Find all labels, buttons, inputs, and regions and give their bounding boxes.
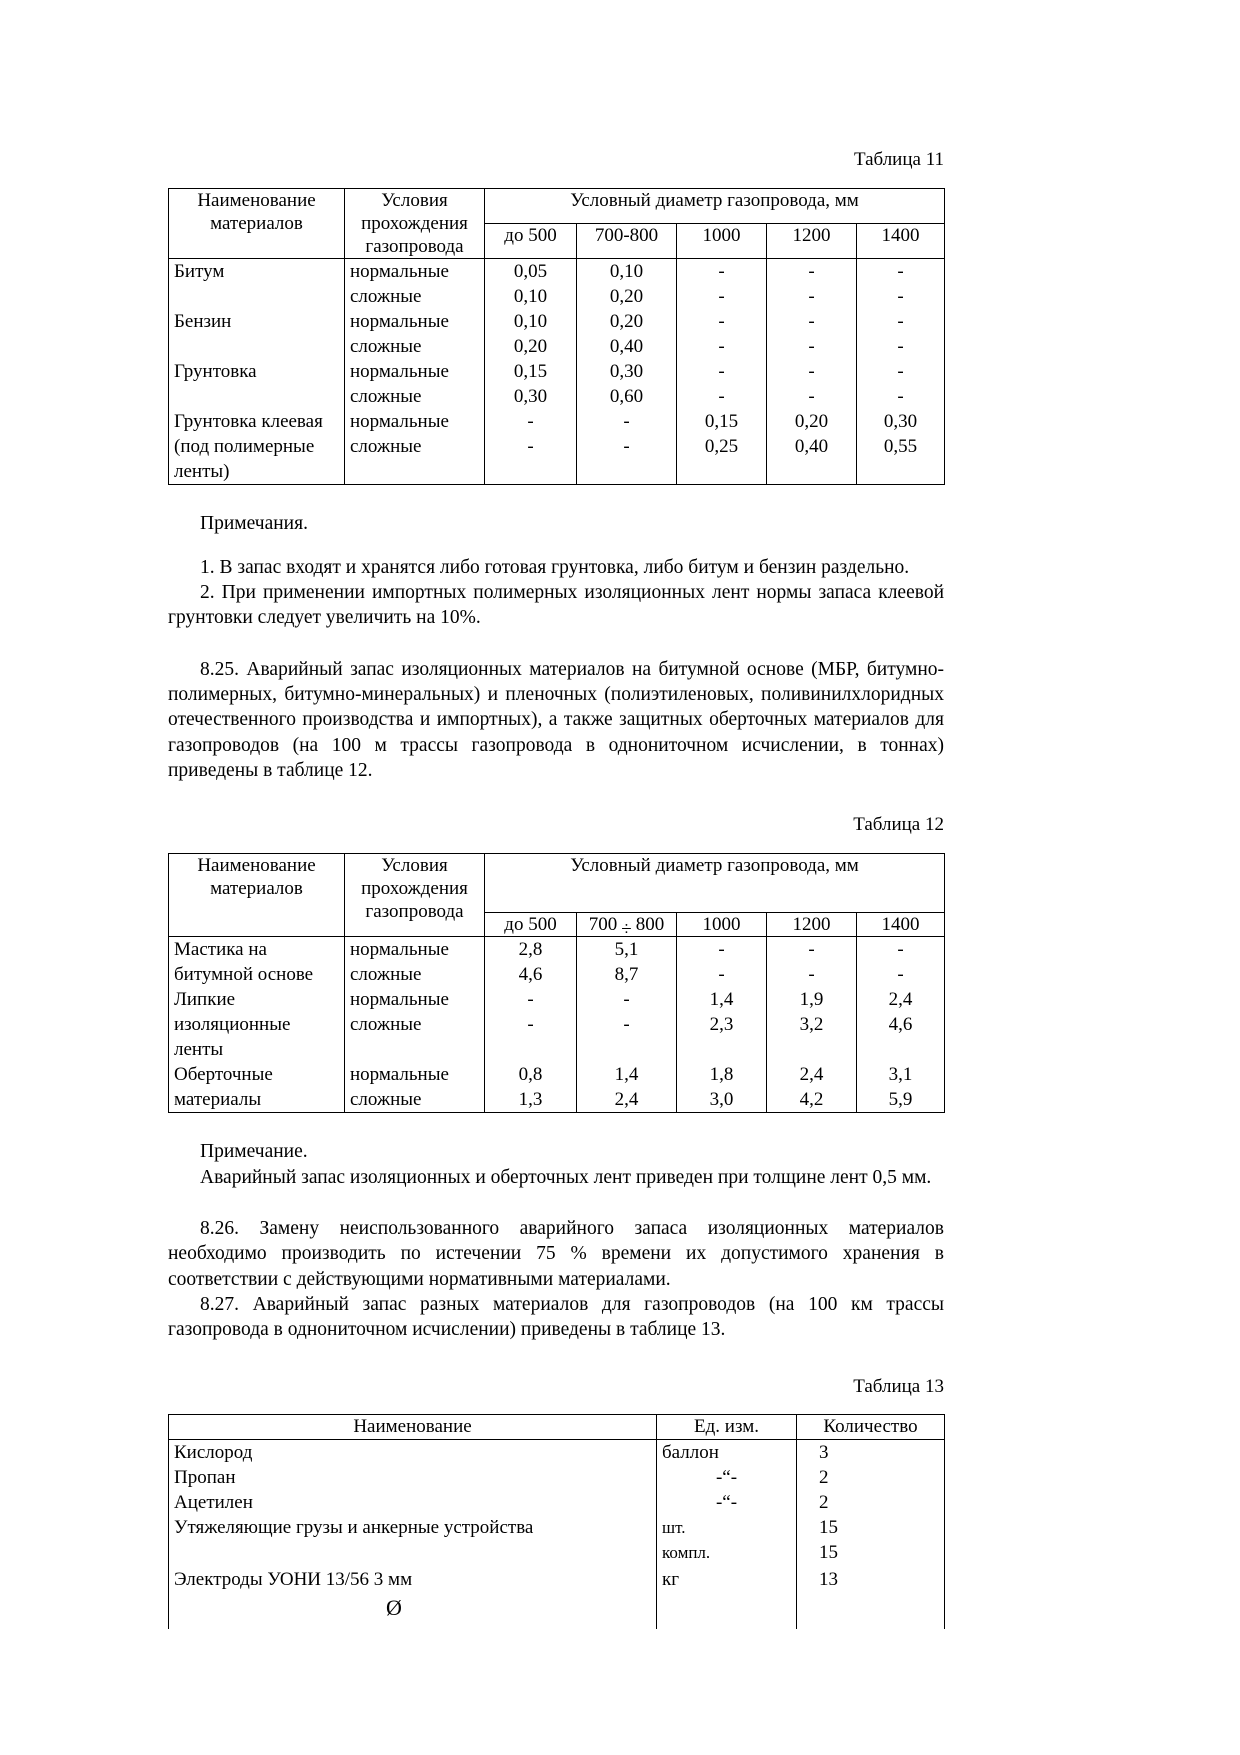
table11-conditions-4: нормальные	[345, 359, 485, 384]
diameter-symbol-line	[174, 1595, 651, 1621]
table11-body	[169, 259, 945, 485]
table12-value-2-0: -	[485, 987, 577, 1012]
table-row-diameter-symbol	[169, 1595, 945, 1629]
table13-diameter-symbol-cell	[169, 1595, 657, 1629]
table13-qty-0: 3	[797, 1439, 945, 1465]
spacer	[168, 783, 944, 813]
table12-value-4-4	[857, 1037, 945, 1062]
table11-material-5	[169, 384, 345, 409]
table12-value-6-4: 5,9	[857, 1087, 945, 1113]
table12-value-5-4: 3,1	[857, 1062, 945, 1087]
table-row	[169, 284, 945, 309]
table12-value-0-0: 2,8	[485, 937, 577, 963]
table13-name-3: Утяжеляющие грузы и анкерные устройства	[169, 1515, 657, 1540]
table11-material-4: Грунтовка	[169, 359, 345, 384]
table13-unit-5: кг	[657, 1565, 797, 1595]
table-row	[169, 359, 945, 384]
table12-value-4-1	[577, 1037, 677, 1062]
table13-header	[169, 1415, 945, 1439]
table11-material-6: Грунтовка клеевая	[169, 409, 345, 434]
table12-col-diameter-group: Условный диаметр газопровода, мм	[485, 854, 945, 913]
table11-value-6-1: -	[577, 409, 677, 434]
table11-col-conditions: Условия прохождения газопровода	[345, 188, 485, 259]
table-row	[169, 987, 945, 1012]
table11-value-8-1	[577, 459, 677, 485]
table11-value-3-1: 0,40	[577, 334, 677, 359]
table11-value-8-4	[857, 459, 945, 485]
table12-material-0: Мастика на	[169, 937, 345, 963]
table13-name-1: Пропан	[169, 1465, 657, 1490]
table-row	[169, 1515, 945, 1540]
table13-name-4	[169, 1540, 657, 1565]
spacer	[168, 485, 944, 511]
table12-value-2-1: -	[577, 987, 677, 1012]
table13-qty-3: 15	[797, 1515, 945, 1540]
table-12	[168, 853, 945, 1113]
table-row	[169, 259, 945, 285]
table11-value-7-0: -	[485, 434, 577, 459]
table12-conditions-5: нормальные	[345, 1062, 485, 1087]
table-row	[169, 937, 945, 963]
table12-conditions-0: нормальные	[345, 937, 485, 963]
table12-value-1-4: -	[857, 962, 945, 987]
table13-unit-4: компл.	[657, 1540, 797, 1565]
table12-value-6-2: 3,0	[677, 1087, 767, 1113]
table11-value-5-1: 0,60	[577, 384, 677, 409]
table11-value-5-0: 0,30	[485, 384, 577, 409]
table11-value-2-2: -	[677, 309, 767, 334]
table12-value-3-4: 4,6	[857, 1012, 945, 1037]
table12-value-1-1: 8,7	[577, 962, 677, 987]
table11-diameter-0: до 500	[485, 224, 577, 259]
table12-value-5-2: 1,8	[677, 1062, 767, 1087]
table12-col-conditions: Условия прохождения газопровода	[345, 854, 485, 937]
table11-conditions-7: сложные	[345, 434, 485, 459]
table11-value-5-4: -	[857, 384, 945, 409]
table13-qty-5: 13	[797, 1565, 945, 1595]
table13-name-0: Кислород	[169, 1439, 657, 1465]
paragraph-8-27: 8.27. Аварийный запас разных материалов для газопроводов (на 100 км трассы газопровода в однониточном исчислении) приведены в таблице 13.	[168, 1294, 944, 1341]
table12-material-4: ленты	[169, 1037, 345, 1062]
table13-qty-4: 15	[797, 1540, 945, 1565]
table-row	[169, 1565, 945, 1595]
table12-col-material: Наименование материалов	[169, 854, 345, 937]
table13-body	[169, 1439, 945, 1629]
spacer	[168, 837, 944, 853]
table11-value-3-0: 0,20	[485, 334, 577, 359]
table12-diameter-1-right: 800	[635, 914, 665, 936]
spacer	[168, 1343, 944, 1375]
table12-value-6-1: 2,4	[577, 1087, 677, 1113]
table13-unit-2: -“-	[657, 1490, 797, 1515]
table12-value-4-3	[767, 1037, 857, 1062]
table12-diameter-1-left: 700	[588, 914, 618, 936]
top-margin-spacer	[168, 0, 944, 148]
table12-value-1-2: -	[677, 962, 767, 987]
table12-value-3-2: 2,3	[677, 1012, 767, 1037]
table12-value-0-2: -	[677, 937, 767, 963]
table12-value-4-0	[485, 1037, 577, 1062]
divide-icon: ÷	[621, 919, 632, 941]
table12-conditions-6: сложные	[345, 1087, 485, 1113]
table11-conditions-8	[345, 459, 485, 485]
paragraph-8-26: 8.26. Замену неиспользованного аварийного запаса изоляционных материалов необходимо производить по истечении 75 % времени их допустимого хранения в соответствии с действующими нормативными материалами.	[168, 1217, 944, 1290]
table12-value-5-0: 0,8	[485, 1062, 577, 1087]
table12-value-1-0: 4,6	[485, 962, 577, 987]
table11-diameter-1: 700-800	[577, 224, 677, 259]
table11-value-3-4: -	[857, 334, 945, 359]
table12-value-0-1: 5,1	[577, 937, 677, 963]
table-row	[169, 1540, 945, 1565]
table13-col-unit: Ед. изм.	[657, 1415, 797, 1439]
table12-value-5-1: 1,4	[577, 1062, 677, 1087]
table12-value-2-4: 2,4	[857, 987, 945, 1012]
table11-material-3	[169, 334, 345, 359]
table12-value-3-1: -	[577, 1012, 677, 1037]
table11-value-2-3: -	[767, 309, 857, 334]
table11-value-2-4: -	[857, 309, 945, 334]
table12-diameter-4: 1400	[857, 913, 945, 937]
table13-unit-1: -“-	[657, 1465, 797, 1490]
table11-value-0-4: -	[857, 259, 945, 285]
table-row	[169, 962, 945, 987]
table11-conditions-3: сложные	[345, 334, 485, 359]
table12-value-0-3: -	[767, 937, 857, 963]
table11-value-6-2: 0,15	[677, 409, 767, 434]
notes11-item-1: 2. При применении импортных полимерных изоляционных лент нормы запаса клеевой грунтовки следует увеличить на 10%.	[168, 581, 944, 629]
table11-conditions-1: сложные	[345, 284, 485, 309]
table11-value-8-0	[485, 459, 577, 485]
table11-value-1-3: -	[767, 284, 857, 309]
table12-material-2: Липкие	[169, 987, 345, 1012]
table-row	[169, 434, 945, 459]
table11-value-4-3: -	[767, 359, 857, 384]
table11-value-6-3: 0,20	[767, 409, 857, 434]
table12-value-3-0: -	[485, 1012, 577, 1037]
table11-diameter-3: 1200	[767, 224, 857, 259]
table12-diameter-3: 1200	[767, 913, 857, 937]
table13-col-name: Наименование	[169, 1415, 657, 1439]
table13-caption: Таблица 13	[853, 1375, 944, 1397]
table-row	[169, 334, 945, 359]
table-row	[169, 409, 945, 434]
table11-col-material: Наименование материалов	[169, 188, 345, 259]
paragraph-8-25: 8.25. Аварийный запас изоляционных материалов на битумной основе (МБР, битумно-полимерных, битумно-минеральных) и пленочных (полиэтиленовых, поливинилхлоридных отечественного производства и импортных), а также защитных оберточных материалов для газопроводов (на 100 м трассы газопровода в однониточном исчислении, в тоннах) приведены в таблице 12.	[168, 658, 944, 782]
table12-conditions-2: нормальные	[345, 987, 485, 1012]
notes12-item-0: Аварийный запас изоляционных и оберточных лент приведен при толщине лент 0,5 мм.	[200, 1166, 932, 1188]
table-row	[169, 1062, 945, 1087]
notes11-item-0: 1. В запас входят и хранятся либо готовая грунтовка, либо битум и бензин раздельно.	[200, 556, 910, 578]
table11-value-1-1: 0,20	[577, 284, 677, 309]
table11-caption: Таблица 11	[853, 149, 944, 170]
table12-conditions-4	[345, 1037, 485, 1062]
spacer	[168, 1113, 944, 1139]
table12-value-5-3: 2,4	[767, 1062, 857, 1087]
table11-value-1-0: 0,10	[485, 284, 577, 309]
table13-qty-1: 2	[797, 1465, 945, 1490]
table13-qty-2: 2	[797, 1490, 945, 1515]
table11-material-0: Битум	[169, 259, 345, 285]
notes12-title: Примечание.	[200, 1141, 308, 1163]
table12-diameter-2: 1000	[677, 913, 767, 937]
notes11-title: Примечания.	[200, 513, 308, 535]
table11-value-0-1: 0,10	[577, 259, 677, 285]
table12-value-0-4: -	[857, 937, 945, 963]
table11-value-3-2: -	[677, 334, 767, 359]
table13-diameter-qty-spacer	[797, 1595, 945, 1629]
table-row	[169, 1012, 945, 1037]
table12-material-3: изоляционные	[169, 1012, 345, 1037]
table11-conditions-2: нормальные	[345, 309, 485, 334]
table12-value-2-3: 1,9	[767, 987, 857, 1012]
table11-material-7: (под полимерные	[169, 434, 345, 459]
table11-col-diameter-group: Условный диаметр газопровода, мм	[485, 188, 945, 223]
table12-value-2-2: 1,4	[677, 987, 767, 1012]
table12-material-5: Оберточные	[169, 1062, 345, 1087]
table-11	[168, 188, 945, 486]
table-row	[169, 1037, 945, 1062]
table11-conditions-0: нормальные	[345, 259, 485, 285]
table13-name-2: Ацетилен	[169, 1490, 657, 1515]
table11-value-5-2: -	[677, 384, 767, 409]
diameter-icon: Ø	[386, 1594, 402, 1620]
table11-value-4-2: -	[677, 359, 767, 384]
table11-value-4-4: -	[857, 359, 945, 384]
table11-value-1-4: -	[857, 284, 945, 309]
table-13	[168, 1414, 945, 1628]
table11-value-8-3	[767, 459, 857, 485]
table11-value-3-3: -	[767, 334, 857, 359]
table-row	[169, 384, 945, 409]
table12-material-1: битумной основе	[169, 962, 345, 987]
table13-col-qty: Количество	[797, 1415, 945, 1439]
spacer	[168, 537, 944, 555]
table11-value-0-2: -	[677, 259, 767, 285]
table11-value-7-4: 0,55	[857, 434, 945, 459]
table12-value-3-3: 3,2	[767, 1012, 857, 1037]
table13-unit-3: шт.	[657, 1515, 797, 1540]
table11-value-0-3: -	[767, 259, 857, 285]
table12-header	[169, 854, 945, 941]
table11-diameter-2: 1000	[677, 224, 767, 259]
table12-value-6-0: 1,3	[485, 1087, 577, 1113]
table11-value-6-4: 0,30	[857, 409, 945, 434]
table11-value-1-2: -	[677, 284, 767, 309]
table11-value-7-2: 0,25	[677, 434, 767, 459]
table11-conditions-6: нормальные	[345, 409, 485, 434]
table11-value-8-2	[677, 459, 767, 485]
table12-conditions-1: сложные	[345, 962, 485, 987]
table11-header	[169, 188, 945, 259]
table11-material-2: Бензин	[169, 309, 345, 334]
table11-value-0-0: 0,05	[485, 259, 577, 285]
spacer	[168, 1190, 944, 1216]
table11-value-4-1: 0,30	[577, 359, 677, 384]
spacer	[168, 1398, 944, 1414]
table11-value-2-0: 0,10	[485, 309, 577, 334]
table11-value-5-3: -	[767, 384, 857, 409]
table11-value-2-1: 0,20	[577, 309, 677, 334]
table-row	[169, 1465, 945, 1490]
table11-value-6-0: -	[485, 409, 577, 434]
table11-value-7-3: 0,40	[767, 434, 857, 459]
table13-unit-0: баллон	[657, 1439, 797, 1465]
table11-material-8: ленты)	[169, 459, 345, 485]
page-content	[168, 0, 944, 1629]
table11-value-4-0: 0,15	[485, 359, 577, 384]
table12-material-6: материалы	[169, 1087, 345, 1113]
table13-diameter-unit-spacer	[657, 1595, 797, 1629]
table12-diameter-1	[577, 913, 677, 941]
spacer	[168, 631, 944, 657]
table12-value-1-3: -	[767, 962, 857, 987]
table-row	[169, 1490, 945, 1515]
table-row	[169, 309, 945, 334]
table12-diameter-0: до 500	[485, 913, 577, 937]
table12-value-4-2	[677, 1037, 767, 1062]
table12-caption: Таблица 12	[853, 814, 944, 836]
spacer	[168, 172, 944, 188]
table11-conditions-5: сложные	[345, 384, 485, 409]
table-row	[169, 1439, 945, 1465]
table12-value-6-3: 4,2	[767, 1087, 857, 1113]
table-row	[169, 1087, 945, 1113]
table12-conditions-3: сложные	[345, 1012, 485, 1037]
table12-body	[169, 937, 945, 1113]
table11-material-1	[169, 284, 345, 309]
table-row	[169, 459, 945, 485]
table11-value-7-1: -	[577, 434, 677, 459]
table11-diameter-4: 1400	[857, 224, 945, 259]
table13-name-5: Электроды УОНИ 13/56 3 мм	[169, 1565, 657, 1595]
